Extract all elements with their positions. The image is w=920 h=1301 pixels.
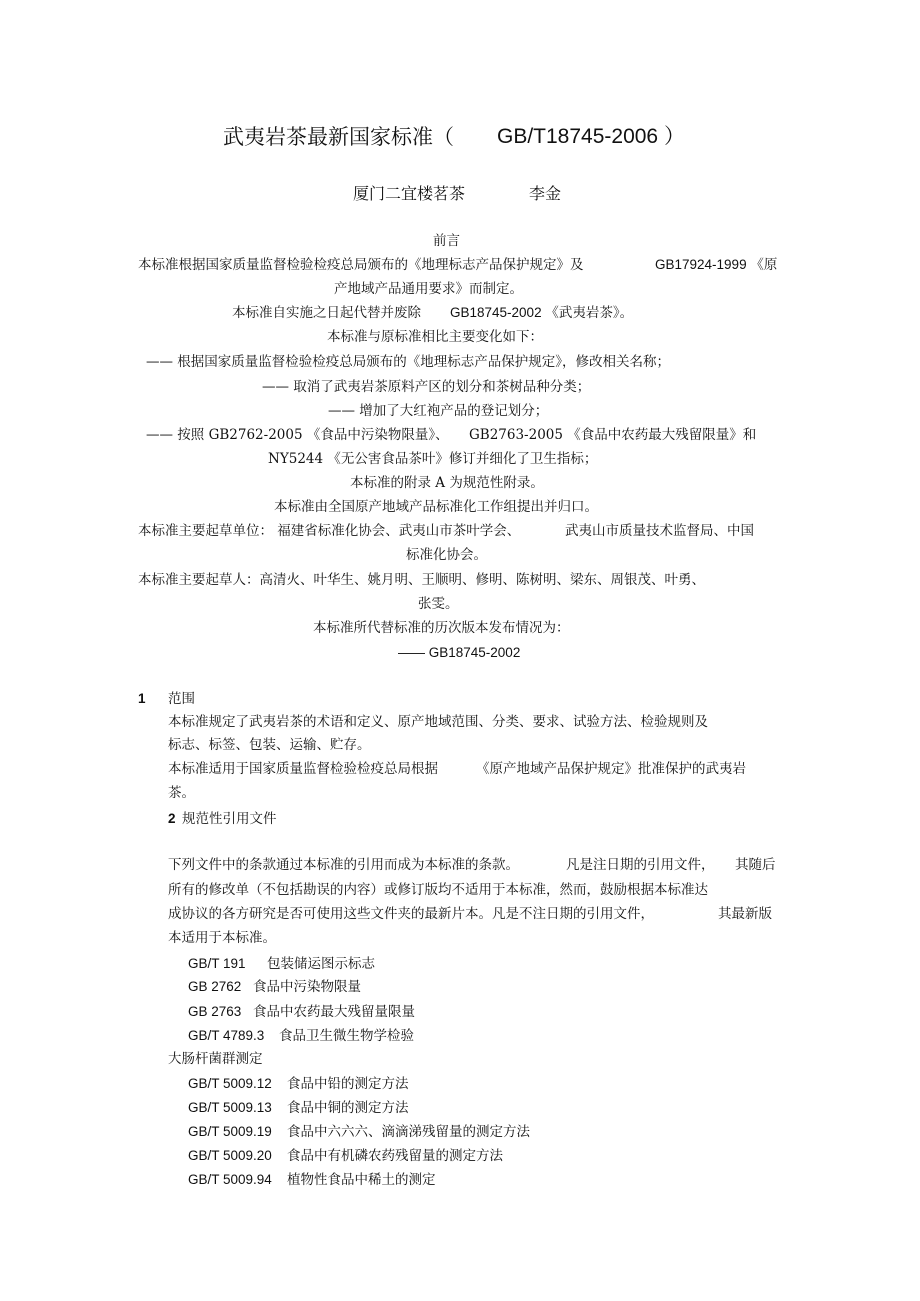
preface-p2b: GB18745-2002 《武夷岩茶》。 [450, 305, 634, 320]
preface-heading: 前言 [433, 233, 460, 249]
preface-p3: 本标准与原标准相比主要变化如下： [327, 329, 543, 345]
drafting-units-b: 武夷山市质量技术监督局、中国 [565, 523, 754, 539]
drafting-units-a: 本标准主要起草单位： 福建省标准化协会、武夷山市茶叶学会、 [138, 523, 521, 539]
section-2-p1a: 下列文件中的条款通过本标准的引用而成为本标准的条款。 [168, 857, 519, 873]
preface-proposed: 本标准由全国原产地域产品标准化工作组提出并归口。 [274, 499, 598, 515]
section-1-line-4: 茶。 [168, 785, 195, 801]
section-2-p3b: 其最新版 [718, 906, 772, 922]
ref-code: GB/T 5009.12 [188, 1076, 272, 1091]
ref-name: 食品中铜的测定方法 [287, 1100, 409, 1116]
ref-name: 食品中铅的测定方法 [287, 1076, 409, 1092]
change-item-1: —— 根据国家质量监督检验检疫总局颁布的《地理标志产品保护规定》，修改相关名称； [146, 354, 671, 370]
section-2-p3a: 成协议的各方研究是否可使用这些文件夹的最新片本。凡是不注日期的引用文件， [168, 906, 654, 922]
section-1-line-1: 本标准规定了武夷岩茶的术语和定义、原产地域范围、分类、要求、试验方法、检验规则及 [168, 714, 708, 730]
ref-name: 包装储运图示标志 [267, 956, 375, 972]
section-2-number: 2 [168, 811, 176, 826]
preface-p1a: 本标准根据国家质量监督检验检疫总局颁布的《地理标志产品保护规定》及 [138, 257, 584, 273]
section-1-line-2: 标志、标签、包装、运输、贮存。 [168, 737, 371, 753]
preface-p2a: 本标准自实施之日起代替并废除 [232, 305, 421, 321]
history-intro: 本标准所代替标准的历次版本发布情况为： [313, 620, 570, 636]
ref-code: GB/T 5009.94 [188, 1172, 272, 1187]
drafters-a: 本标准主要起草人：高清火、叶华生、姚月明、王顺明、修明、陈树明、梁东、周银茂、叶勇、 [138, 572, 705, 588]
change-item-3: —— 增加了大红袍产品的登记划分； [328, 403, 549, 419]
ref-code: GB/T 4789.3 [188, 1028, 265, 1043]
drafters-b: 张雯。 [418, 596, 459, 612]
ref-name: 食品中六六六、滴滴涕残留量的测定方法 [287, 1124, 530, 1140]
section-2-heading: 规范性引用文件 [182, 811, 277, 827]
title-chinese: 武夷岩茶最新国家标准（ [223, 125, 454, 149]
preface-p1c: 产地域产品通用要求》而制定。 [334, 281, 523, 297]
ref-name: 植物性食品中稀土的测定 [287, 1172, 436, 1188]
change-item-4a: —— 按照 GB2762-2005 《食品中污染物限量》、 [146, 427, 449, 443]
ref-name-continued: 大肠杆菌群测定 [168, 1051, 263, 1067]
section-1-heading: 范围 [168, 691, 195, 707]
section-2-p1b: 凡是注日期的引用文件， [566, 857, 715, 873]
section-1-number: 1 [138, 691, 146, 706]
change-item-4b: GB2763-2005 《食品中农药最大残留限量》和 [469, 427, 757, 443]
change-item-4c: NY5244 《无公害食品茶叶》修订并细化了卫生指标； [268, 451, 598, 467]
ref-code: GB/T 5009.19 [188, 1124, 272, 1139]
ref-code: GB/T 5009.13 [188, 1100, 272, 1115]
author-company: 厦门二宜楼茗茶 [353, 184, 466, 203]
section-1-line-3a: 本标准适用于国家质量监督检验检疫总局根据 [168, 761, 438, 777]
ref-code: GB/T 191 [188, 956, 246, 971]
ref-name: 食品中污染物限量 [253, 979, 361, 995]
drafting-units-c: 标准化协会。 [406, 547, 487, 563]
author-name: 李金 [529, 184, 562, 203]
ref-name: 食品中有机磷农药残留量的测定方法 [287, 1148, 503, 1164]
ref-name: 食品卫生微生物学检验 [279, 1028, 414, 1044]
ref-code: GB/T 5009.20 [188, 1148, 272, 1163]
section-2-p1c: 其随后 [735, 857, 776, 873]
ref-code: GB 2762 [188, 979, 242, 994]
title-code: GB/T18745-2006 ） [497, 125, 685, 148]
preface-p1b: GB17924-1999 《原 [655, 257, 778, 272]
section-2-p2: 所有的修改单（不包括勘误的内容）或修订版均不适用于本标准，然而，鼓励根据本标准达 [168, 882, 708, 898]
ref-name: 食品中农药最大残留量限量 [253, 1004, 415, 1020]
ref-code: GB 2763 [188, 1004, 242, 1019]
change-item-2: —— 取消了武夷岩茶原料产区的划分和茶树品种分类； [262, 379, 591, 395]
section-2-p4: 本适用于本标准。 [168, 930, 276, 946]
history-item: —— GB18745-2002 [398, 645, 521, 660]
section-1-line-3b: 《原产地域产品保护规定》批准保护的武夷岩 [476, 761, 746, 777]
preface-annex: 本标准的附录 A 为规范性附录。 [350, 475, 544, 491]
